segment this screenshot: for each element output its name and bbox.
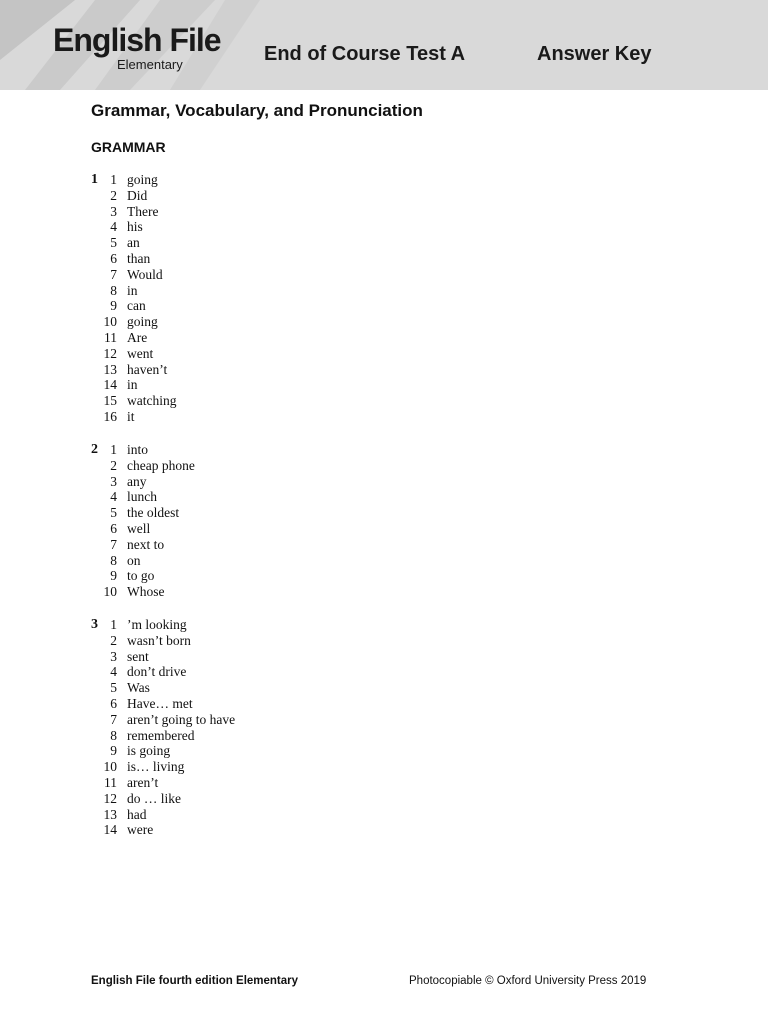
answer-row: 5 the oldest — [110, 505, 180, 521]
answer-row: 8 remembered — [110, 727, 195, 743]
answer-row: 2 Did — [110, 187, 148, 203]
answer-row: 11 aren’t — [104, 774, 159, 790]
answer-row: 8 on — [110, 552, 141, 568]
exercise-number: 1 — [91, 172, 98, 187]
answer-row: 10 is… living — [103, 759, 185, 775]
exercise-number: 2 — [91, 442, 98, 457]
exercise-3 — [88, 617, 328, 838]
test-title: End of Course Test A — [264, 43, 466, 65]
answer-row: 7 next to — [110, 536, 165, 552]
answer-row: 12 do … like — [103, 790, 181, 806]
answer-row: 14 in — [103, 377, 138, 393]
answer-row: 15 watching — [103, 393, 177, 409]
exercise-2 — [88, 442, 328, 600]
answer-row: 6 than — [110, 250, 151, 266]
answer-row: 14 were — [103, 822, 154, 838]
answer-row: 11 Are — [104, 329, 148, 345]
subsection-title: GRAMMAR — [91, 139, 166, 155]
answer-row: 5 an — [110, 235, 140, 251]
answer-row: 2 wasn’t born — [110, 632, 191, 648]
answer-row: 10 Whose — [103, 584, 165, 600]
answer-row: 7 aren’t going to have — [110, 711, 236, 727]
answer-row: 1 into — [110, 442, 149, 457]
answer-row: 3 There — [110, 203, 159, 219]
answer-row: 9 is going — [110, 743, 171, 759]
answer-row: 1 ’m looking — [110, 617, 187, 632]
exercise-number: 3 — [91, 617, 98, 632]
page-header — [0, 0, 768, 90]
answer-row: 9 can — [110, 298, 146, 314]
answer-row: 1 going — [110, 172, 158, 187]
answer-row: 9 to go — [110, 568, 155, 584]
logo-title: English File — [53, 22, 221, 58]
answer-row: 2 cheap phone — [110, 457, 195, 473]
answer-key-label: Answer Key — [537, 43, 652, 65]
exercise-1 — [88, 172, 328, 425]
answer-row: 4 his — [110, 219, 143, 235]
answer-row: 16 it — [103, 408, 135, 424]
answer-row: 4 lunch — [110, 489, 157, 505]
answer-row: 8 in — [110, 282, 138, 298]
answer-row: 6 Have… met — [110, 695, 193, 711]
answer-row: 3 sent — [110, 648, 149, 664]
answer-row: 7 Would — [110, 266, 163, 282]
answer-row: 3 any — [110, 473, 147, 489]
answer-row: 13 had — [103, 806, 147, 822]
answer-row: 6 well — [110, 520, 151, 536]
answer-row: 10 going — [103, 314, 158, 330]
answer-row: 5 Was — [110, 680, 150, 696]
answer-row: 13 haven’t — [103, 361, 168, 377]
section-title: Grammar, Vocabulary, and Pronunciation — [91, 101, 423, 120]
footer-edition: English File fourth edition Elementary — [91, 975, 299, 987]
logo-subtitle: Elementary — [117, 57, 183, 72]
footer-copyright: Photocopiable © Oxford University Press 2019 — [409, 975, 647, 987]
answer-row: 12 went — [103, 345, 154, 361]
answer-row: 4 don’t drive — [110, 664, 187, 680]
